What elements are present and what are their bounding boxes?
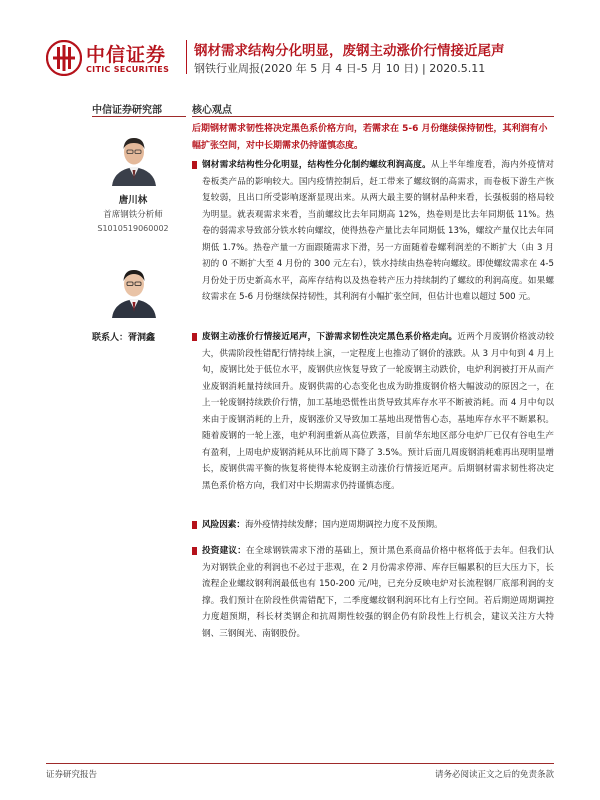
paragraph-body: 在全球钢铁需求下滑的基础上，预计黑色系商品价格中枢将低于去年。但我们认为对钢铁企业的利润也不必过于悲观，在 2 月份需求停滞、库存巨幅累积的巨大压力下，长流程企业螺纹钢利润最低也有 150-200 元/吨，已充分反映电炉对长流程钢厂底部利润的支撑。我们预计在阶段性供需错配下，二季度螺纹钢利润环比有上行空间。若后期逆周期调控力度超预期，科长材类钢企和抗周期性较强的钢企仍有阶段性上行机会，建议关注方大特钢、三钢闽光、南钢股份。 [202,546,554,639]
paragraph-scrap-steel [192,329,554,494]
section-title: 核心观点 [192,105,232,116]
analyst-title: 首席钢铁分析师 [103,210,163,220]
section-divider [192,116,554,117]
paragraph-lead: 钢材需求结构性分化明显，结构性分化制约螺纹利润高度。 [202,160,431,170]
report-title: 钢材需求结构分化明显，废钢主动涨价行情接近尾声 [194,43,505,59]
research-institute: 中信证券研究部 [92,105,162,116]
citic-logo [46,38,181,78]
footer-disclaimer: 请务必阅读正文之后的免责条款 [434,770,554,780]
paragraph-lead: 废钢主动涨价行情接近尾声，下游需求韧性决定黑色系价格走向。 [202,332,458,342]
logo-text-cn: 中信证券 [86,44,167,66]
report-subtitle: 钢铁行业周报(2020 年 5 月 4 日-5 月 10 日) | 2020.5.11 [194,62,486,75]
header-divider [186,40,187,74]
summary-text: 后期钢材需求韧性将决定黑色系价格方向，若需求在 5-6 月份继续保持韧性，其利润有小幅扩张空间，对中长期需求仍持谨慎态度。 [192,124,548,151]
footer-report-type: 证券研究报告 [46,770,98,780]
contact-person: 联系人：胥洞鑫 [92,333,156,343]
footer-divider [46,763,554,764]
contact-photo [108,262,160,318]
analyst-name: 唐川林 [118,195,148,206]
analyst-license-id: S1010519060002 [97,224,169,233]
paragraph-investment-advice [192,543,554,642]
paragraph-risk-factors [192,517,554,534]
paragraph-lead: 投资建议： [202,546,247,556]
paragraph-body: 海外疫情持续发酵；国内逆周期调控力度不及预期。 [244,520,443,530]
sidebar-divider [92,116,186,117]
citic-logo-icon [46,40,82,76]
paragraph-steel-demand [192,157,554,306]
paragraph-body: 近两个月废钢价格波动较大，供需阶段性错配行情持续上演，一定程度上也推动了钢价的涨跌。从 3 月中旬到 4 月上旬，废钢比处于低位水平，废钢供应恢复导致了一轮废钢主动跌价，电炉利润被打开从而产业废钢消耗量持续回升。废钢供需的心态变化也成为助推废钢价格大幅波动的原因之一，在上一轮废钢持续跌价行情，加工基地恐慌性出货导致其库存水平不断被消耗。而 4 月中旬以来由于废钢消耗的上升，废钢涨价又导致加工基地出现惜售心态，基地库存水平不断累积。随着废钢的一轮上涨，电炉利润重新从高位跌落，目前华东地区部分电炉厂已仅有谷电生产有盈利，上周电炉废钢消耗从环比前周下降了 3.5%。预计后面几周废钢消耗难再出现明显增长，废钢供需平衡的恢复将使得本轮废钢主动涨价行情接近尾声。后期钢材需求韧性将决定黑色系价格方向，我们对中长期需求仍持谨慎态度。 [202,332,554,491]
logo-text-en: CITIC SECURITIES [86,65,170,74]
analyst-photo [108,130,160,186]
paragraph-lead: 风险因素： [202,520,245,530]
paragraph-body: 从上半年维度看，海内外疫情对卷板类产品的影响较大。国内疫情控制后，赶工带来了螺纹钢的高需求，而卷板下游生产恢复较弱，且出口所受影响逐渐显现出来。从两大最主要的钢材品种来看，长强板弱的格局较为明显。就表观需求来看，当前螺纹比去年同期高 12%，热卷则是比去年同期低 11%。热卷的弱需求导致部分铁水转向螺纹，使得热卷产量比去年同期低 13%，螺纹产量仅比去年同期低 1.7%。热卷产量一方面跟随需求下滑，另一方面随着卷螺利润差的不断扩大（由 3 月初的 0 不断扩大至 4 月份的 300 元左右），铁水持续由热卷转向螺纹。即使螺纹需求在 4-5 月份处于历史新高水平，高库存结构以及热卷转产压力持续制约了螺纹的利润高度。如果螺纹需求在 5-6 月份继续保持韧性，其利润有小幅扩张空间，但估计也难以超过 500 元。 [202,160,554,302]
